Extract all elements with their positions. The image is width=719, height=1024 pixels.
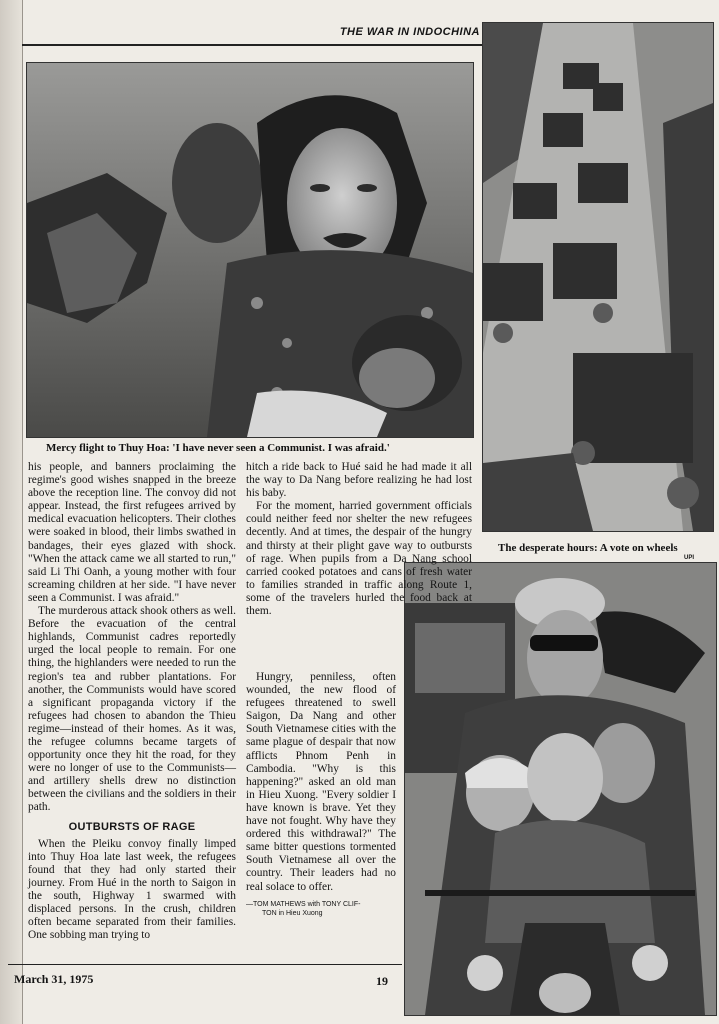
page-number: 19 xyxy=(376,974,388,988)
adjacent-page-edge xyxy=(0,0,23,1024)
issue-date: March 31, 1975 xyxy=(14,972,94,986)
article-paragraph: The murderous attack shook others as well. Before the evacuation of the central highlands, Communist cadres reportedly urged the local people to remain. For one thing, the highlanders were needed to run the region's tea and rubber plantations. For another, the Communists would have scored a significant propaganda victory if the refugees had chosen to abandon the Thieu regime—instead of their homes. As it was, the refugee columns became targets of opportunity once they hit the road, for they were no longer of use to the Communists—and artillery shells drew no distinction between the civilians and the soldiers in their path. xyxy=(28,605,236,814)
section-header: THE WAR IN INDOCHINA xyxy=(339,26,480,38)
article-paragraph: Hungry, penniless, often wounded, the new flood of refugees threatened to swell Saigon, Da Nang and other South Vietnamese cities with the same plague of despair that now afflicts Phnom Penh in Cambodia. "Why is this happening?" asked an old man in Hieu Xuong. "Every soldier I have known is brave. Yet they have not fought. Why have they ordered this withdrawal?" The same bitter questions tormented South Vietnamese all over the country. Their leaders had no real solace to offer. xyxy=(246,671,396,893)
photo-family-on-motorcycle xyxy=(404,562,717,1016)
byline-line: —TOM MATHEWS with TONY CLIF- xyxy=(246,900,361,908)
article-column-2 xyxy=(246,461,472,618)
article-column-1 xyxy=(28,461,236,942)
photo-refugee-convoy xyxy=(482,22,714,532)
footer-rule xyxy=(8,964,402,965)
article-paragraph: For the moment, harried government officials could neither feed nor shelter the new refugees decently. And at times, the despair of the hungry and thirsty at their plight gave way to outbursts of rage. When pupils from a Da Nang school carried cooked potatoes and cans of fresh water to families stranded in traffic along Route 1, some of the travelers hurled the food back at them. xyxy=(246,500,472,618)
article-subhead: OUTBURSTS OF RAGE xyxy=(68,820,196,833)
caption-main-photo: Mercy flight to Thuy Hoa: 'I have never seen a Communist. I was afraid.' xyxy=(46,442,390,454)
article-column-3 xyxy=(246,671,396,918)
article-paragraph: When the Pleiku convoy finally limped into Thuy Hoa late last week, the refugees found that they had only started their journey. From Hué in the north to Saigon in the south, Highway 1 swarmed with displaced persons. In the crush, children often became separated from their families. One sobbing man trying to xyxy=(28,837,236,942)
photo-mother-and-child xyxy=(26,62,474,438)
header-rule xyxy=(22,44,482,46)
article-byline xyxy=(246,900,396,918)
photo-credit: UPI xyxy=(684,555,695,561)
article-paragraph: hitch a ride back to Hué said he had made it all the way to Da Nang before realizing he had lost his baby. xyxy=(246,461,472,500)
byline-line: TON in Hieu Xuong xyxy=(262,909,323,917)
caption-road-photo: The desperate hours: A vote on wheels xyxy=(498,542,678,554)
article-paragraph: his people, and banners proclaiming the regime's good wishes snapped in the breeze above the reception line. The convoy did not appear. Instead, the first refugees arrived by medical evacuation helicopters. Their clothes were soaked in blood, their limbs swathed in bandages, their eyes glazed with shock. "When the attack came we all started to run," said Li Thi Oanh, a young mother with four screaming children at her side. "I have never seen a Communist. I was afraid." xyxy=(28,461,236,604)
